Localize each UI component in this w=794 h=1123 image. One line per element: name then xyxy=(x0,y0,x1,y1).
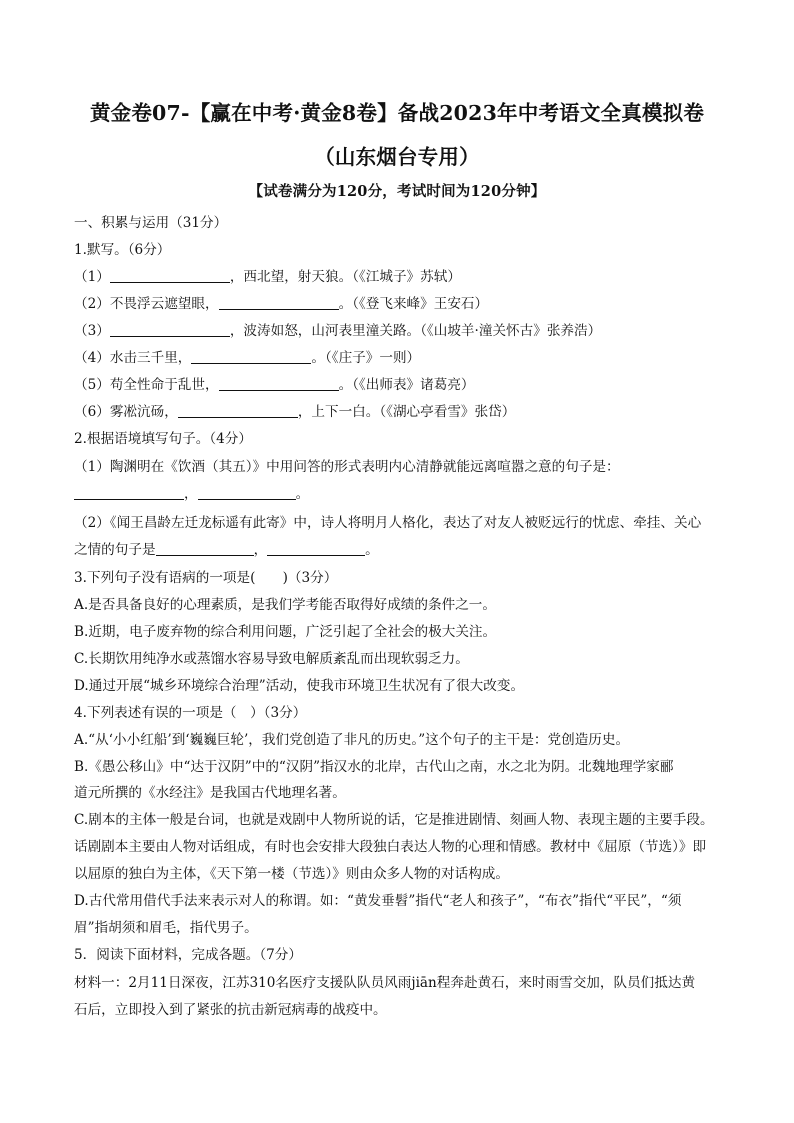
q1-item-2 xyxy=(74,292,488,312)
q4-line: C.剧本的主体一般是台词，也就是戏剧中人物所说的话，它是推进剧情、刻画人物、表现主题的主要手段。 xyxy=(74,812,714,828)
q2-end: 。 xyxy=(295,486,310,502)
q2-part2-cont xyxy=(74,538,379,558)
q4-line: 话剧剧本主要由人物对话组成，有时也会安排大段独白表达人物的心理和情感。教材中《屈原（节选）》即 xyxy=(74,839,707,855)
q4-line: 道元所撰的《水经注》是我国古代地理名著。 xyxy=(74,785,346,801)
q4-line: B.《愚公移山》中“达于汉阴”中的“汉阴”指汉水的北岸，古代山之南，水之北为阴。北魏地理学家郦 xyxy=(74,759,674,775)
exam-region: （山东烟台专用） xyxy=(314,145,480,169)
q2-part1: （1）陶渊明在《饮酒（其五）》中用问答的形式表明内心清静就能远离喧嚣之意的句子是： xyxy=(74,459,620,475)
q3-option-b: B.近期，电子废弃物的综合利用问题，广泛引起了全社会的极大关注。 xyxy=(74,624,497,640)
q4-line: A.“从‘小小红船’到‘巍巍巨轮’，我们党创造了非凡的历史。”这个句子的主干是：党创造历史。 xyxy=(74,732,630,748)
q4-line: 以屈原的独白为主体，《天下第一楼（节选）》则由众多人物的对话构成。 xyxy=(74,866,509,882)
q1-4-post: 。（《庄子》一则） xyxy=(311,350,421,366)
q1-5-pre: （5）苟全性命于乱世， xyxy=(74,377,219,393)
q1-item-5 xyxy=(74,373,475,393)
q1-6-pre: （6）雾凇沆砀， xyxy=(74,404,178,420)
q1-1-post: ，西北望，射天狼。（《江城子》苏轼） xyxy=(229,269,461,285)
q5-line: 材料一：2月11日深夜，江苏310名医疗支援队队员风雨jiān程奔赴黄石，来时雨雪交加，队员们抵达黄 xyxy=(74,975,696,991)
q1-4-pre: （4）水击三千里， xyxy=(74,350,192,366)
q1-item-3 xyxy=(74,319,601,339)
answer-blank[interactable] xyxy=(178,403,298,418)
q2-part2: （2）《闻王昌龄左迁龙标遥有此寄》中，诗人将明月人格化，表达了对友人被贬远行的忧虑、牵挂、关心 xyxy=(74,515,702,531)
q3-option-a: A.是否具备良好的心理素质，是我们学考能否取得好成绩的条件之一。 xyxy=(74,597,496,613)
q1-2-post: 。（《登飞来峰》王安石） xyxy=(338,296,489,312)
section-heading: 一、积累与运用（31分） xyxy=(74,215,228,231)
q1-item-4 xyxy=(74,346,420,366)
q2-sep: ， xyxy=(253,542,268,558)
q3-stem: 3.下列句子没有语病的一项是( )（3分） xyxy=(74,570,338,586)
answer-blank[interactable] xyxy=(110,268,230,283)
q3-option-d: D.通过开展“城乡环境综合治理”活动，使我市环境卫生状况有了很大改变。 xyxy=(74,678,525,694)
answer-blank[interactable] xyxy=(74,485,184,500)
q1-3-pre: （3） xyxy=(74,323,110,339)
q4-stem: 4.下列表述有误的一项是（ ）（3分） xyxy=(74,705,307,721)
answer-blank[interactable] xyxy=(156,541,254,556)
q1-2-pre: （2）不畏浮云遮望眼， xyxy=(74,296,219,312)
q1-stem: 1.默写。（6分） xyxy=(74,242,171,258)
exam-info: 【试卷满分为120分，考试时间为120分钟】 xyxy=(248,183,546,200)
q5-line: 石后，立即投入到了紧张的抗击新冠病毒的战疫中。 xyxy=(74,1002,387,1018)
q2-sep: ， xyxy=(184,486,198,502)
q1-item-6 xyxy=(74,400,515,420)
q2-stem: 2.根据语境填写句子。（4分） xyxy=(74,431,252,447)
q1-6-post: ，上下一白。（《湖心亭看雪》张岱） xyxy=(297,404,516,420)
q2-part1-blanks xyxy=(74,482,309,502)
q1-3-post: ，波涛如怒，山河表里潼关路。（《山坡羊·潼关怀古》张养浩） xyxy=(229,323,602,339)
answer-blank[interactable] xyxy=(219,295,339,310)
q3-option-c: C.长期饮用纯净水或蒸馏水容易导致电解质紊乱而出现软弱乏力。 xyxy=(74,651,469,667)
q2-end: 。 xyxy=(365,542,379,558)
answer-blank[interactable] xyxy=(191,349,311,364)
q1-1-pre: （1） xyxy=(74,269,110,285)
q1-5-post: 。（《出师表》诸葛亮） xyxy=(338,377,475,393)
q4-line: 眉”指胡须和眉毛，指代男子。 xyxy=(74,920,258,936)
answer-blank[interactable] xyxy=(110,322,230,337)
q5-stem: 5．阅读下面材料，完成各题。（7分） xyxy=(74,947,302,963)
exam-title: 黄金卷07-【赢在中考·黄金8卷】备战2023年中考语文全真模拟卷 xyxy=(89,101,705,125)
q2-cont-text: 之情的句子是 xyxy=(74,542,156,558)
answer-blank[interactable] xyxy=(219,376,339,391)
q1-item-1 xyxy=(74,265,461,285)
q4-line: D.古代常用借代手法来表示对人的称谓。如：“黄发垂髫”指代“老人和孩子”，“布衣”指代“平民”，“须 xyxy=(74,893,682,909)
answer-blank[interactable] xyxy=(267,541,365,556)
answer-blank[interactable] xyxy=(198,485,296,500)
